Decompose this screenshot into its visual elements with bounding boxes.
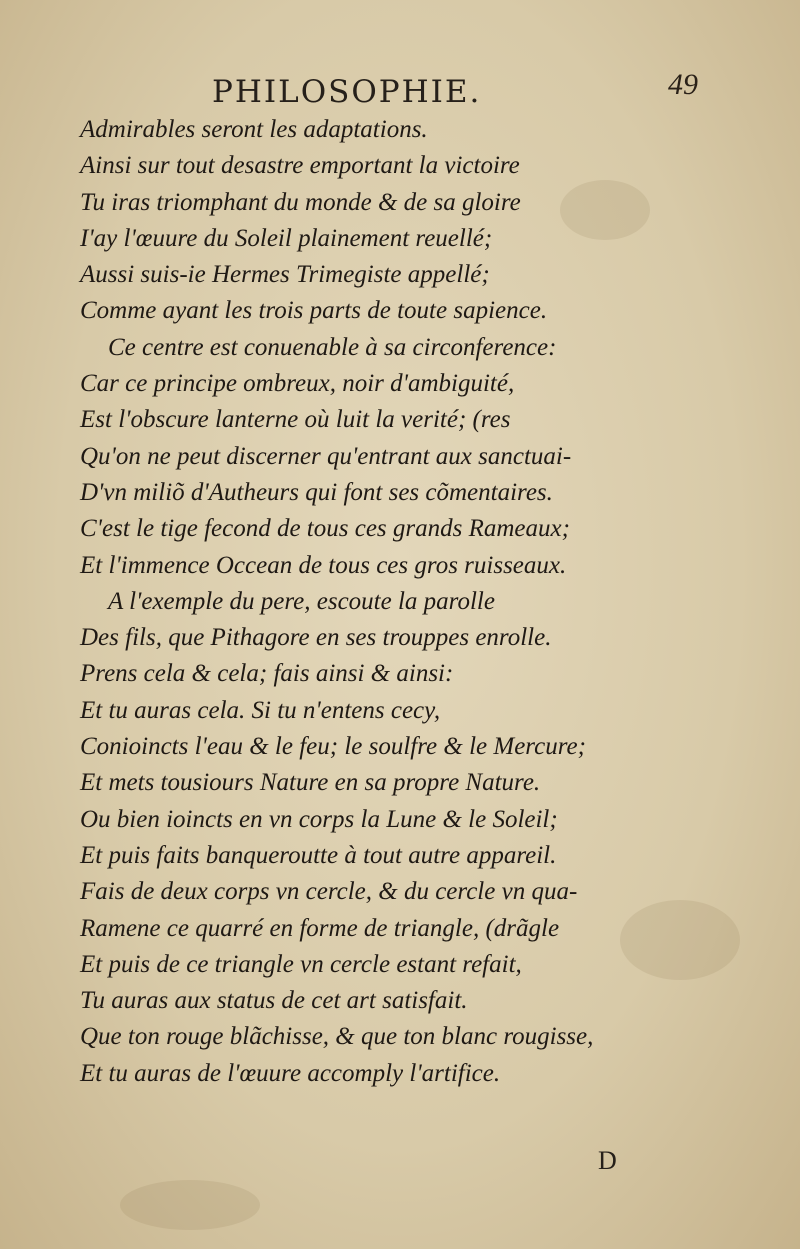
text-line: Ou bien ioincts en vn corps la Lune & le Soleil;: [80, 805, 558, 833]
text-line: Et l'immence Occean de tous ces gros ruisseaux.: [80, 551, 567, 579]
text-line: Aussi suis-ie Hermes Trimegiste appellé;: [80, 261, 490, 289]
page-number: 49: [668, 68, 698, 101]
text-line: Comme ayant les trois parts de toute sapience.: [80, 297, 548, 325]
verse-text: [80, 112, 720, 1092]
text-line: D'vn miliõ d'Autheurs qui font ses cõmentaires.: [80, 478, 553, 506]
text-line: Conioincts l'eau & le feu; le soulfre & le Mercure;: [80, 733, 586, 761]
text-line: Tu auras aux status de cet art satisfait.: [80, 987, 468, 1015]
page-header: [0, 68, 800, 118]
text-line: Admirables seront les adaptations.: [80, 116, 428, 143]
text-line: Et tu auras de l'œuure accomply l'artifice.: [80, 1059, 501, 1087]
running-title: PHILOSOPHIE.: [212, 74, 482, 110]
text-line: I'ay l'œuure du Soleil plainement reuellé;: [80, 224, 493, 252]
text-line: Et puis de ce triangle vn cercle estant refait,: [80, 950, 522, 978]
text-line: Prens cela & cela; fais ainsi & ainsi:: [80, 660, 454, 688]
text-line: Car ce principe ombreux, noir d'ambiguité,: [80, 370, 515, 398]
text-line: Ramene ce quarré en forme de triangle, (drãgle: [80, 914, 560, 942]
text-line: Des fils, que Pithagore en ses trouppes enrolle.: [80, 624, 552, 652]
text-line: C'est le tige fecond de tous ces grands Rameaux;: [80, 515, 570, 543]
text-line: Et puis faits banqueroutte à tout autre appareil.: [80, 841, 557, 869]
text-line: Tu iras triomphant du monde & de sa gloire: [80, 188, 521, 216]
text-line: Que ton rouge blãchisse, & que ton blanc rougisse,: [80, 1023, 594, 1051]
text-line: Ce centre est conuenable à sa circonference:: [108, 333, 557, 361]
text-line: Et mets tousiours Nature en sa propre Nature.: [80, 769, 541, 797]
text-line: A l'exemple du pere, escoute la parolle: [108, 587, 495, 615]
text-line: Qu'on ne peut discerner qu'entrant aux sanctuai-: [80, 442, 572, 470]
text-line: Et tu auras cela. Si tu n'entens cecy,: [80, 696, 441, 724]
text-line: Fais de deux corps vn cercle, & du cercle vn qua-: [80, 878, 578, 906]
text-line: Ainsi sur tout desastre emportant la victoire: [80, 152, 520, 180]
text-line: Est l'obscure lanterne où luit la verité; (res: [80, 406, 511, 434]
catchword: D: [598, 1146, 617, 1175]
paper-stain: [120, 1180, 260, 1230]
